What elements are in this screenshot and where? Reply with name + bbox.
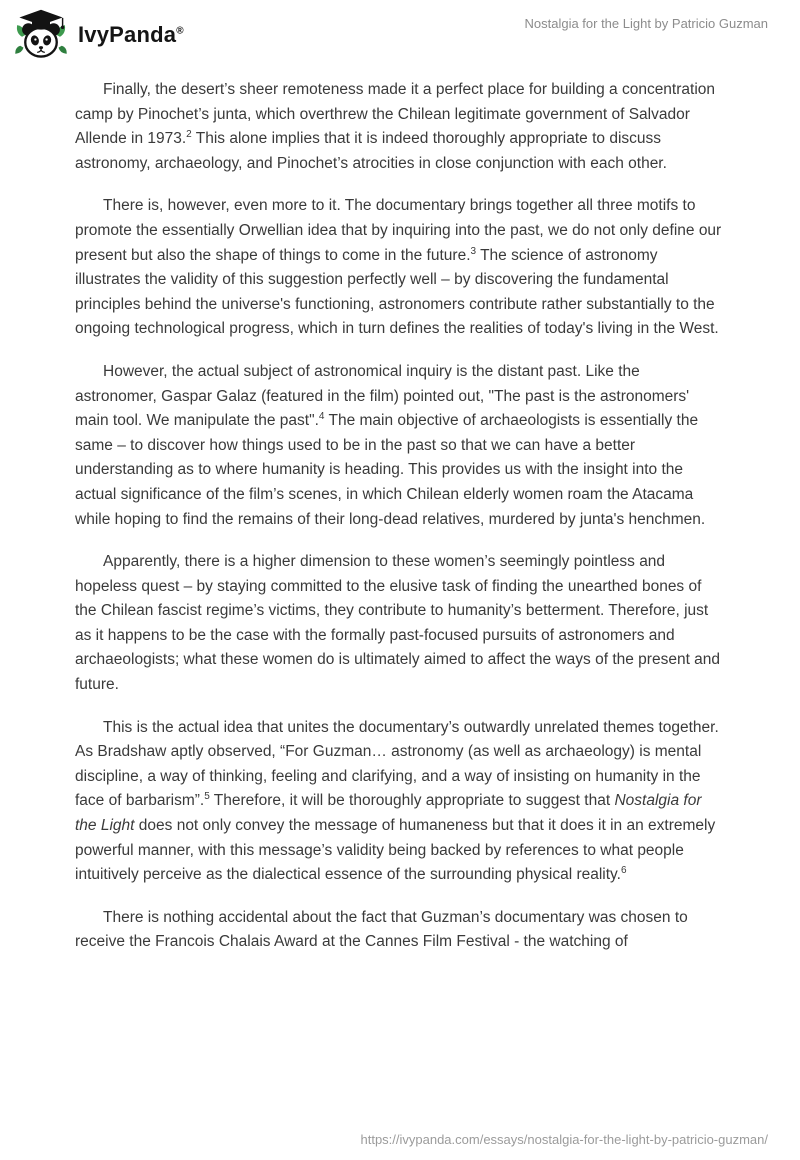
footnote-ref: 4 <box>318 410 325 422</box>
source-url: https://ivypanda.com/essays/nostalgia-for-the-light-by-patricio-guzman/ <box>360 1132 768 1147</box>
text-run: However, the actual subject of astronomical inquiry is the distant past. Like the astronomer, Gaspar Galaz (featured in the film) pointed out, "The past is the astronomers' main tool. We manipulate the past". <box>75 362 690 430</box>
paragraph <box>75 716 722 888</box>
footnote-ref: 5 <box>204 791 210 803</box>
brand-name: IvyPanda® <box>78 22 184 47</box>
footnote-ref: 6 <box>620 865 627 877</box>
paragraph <box>75 194 722 342</box>
paragraph <box>75 360 722 532</box>
text-run: Finally, the desert’s sheer remoteness made it a perfect place for building a concentration camp by Pinochet’s junta, which overthrew the Chilean legitimate government of Salvador Allende in 1973. <box>75 81 716 148</box>
text-run: This is the actual idea that unites the documentary’s outwardly unrelated themes together. As Bradshaw aptly observed, “For Guzman… astronomy (as well as archaeology) is mental discipline, a way of thinking, feeling and clarifying, and a way of insisting on humanity in the face of barbarism”. <box>75 718 719 810</box>
text-run: There is, however, even more to it. The documentary brings together all three motifs to promote the essentially Orwellian idea that by inquiring into the past, we do not only define our present but also the shape of things to come in the future. <box>75 197 722 264</box>
text-run: does not only convey the message of humaneness but that it does it in an extremely powerful manner, with this message’s validity being backed by references to what people intuitively perceive as the dialectical essence of the surrounding physical reality. <box>75 817 716 884</box>
film-title-italic: Nostalgia for the Light <box>75 792 702 835</box>
text-run: Apparently, there is a higher dimension to these women’s seemingly pointless and hopeless quest – by staying committed to the elusive task of finding the unearthed bones of the Chilean fascist regime’s victims, they contribute to humanity’s betterment. Therefore, just as it happens to be the case with the formally past-focused pursuits of astronomers and archaeologists; what these women do is ultimately aimed to affect the ways of the present and future. <box>75 553 721 694</box>
text-run: This alone implies that it is indeed thoroughly appropriate to discuss astronomy, archaeology, and Pinochet’s atrocities in close conjunction with each other. <box>75 130 667 172</box>
paragraph <box>75 78 722 176</box>
registered-mark: ® <box>176 25 184 37</box>
document-title: Nostalgia for the Light by Patricio Guzman <box>524 16 768 31</box>
footnote-ref: 3 <box>470 245 477 257</box>
text-run: The science of astronomy illustrates the validity of this suggestion perfectly well – by discovering the fundamental principles behind the universe's functioning, astronomers contribute rather substantially to the ongoing technological progress, which in turn defines the realities of today's living in the West. <box>75 246 719 338</box>
text-run: Therefore, it will be thoroughly appropriate to suggest that <box>209 792 615 810</box>
essay-body <box>0 63 800 955</box>
text-run: There is nothing accidental about the fact that Guzman’s documentary was chosen to receive the Francois Chalais Award at the Cannes Film Festival - the watching of <box>75 908 688 951</box>
footnote-ref: 2 <box>186 129 192 141</box>
paragraph <box>75 906 722 955</box>
paragraph <box>75 550 722 698</box>
page-header <box>0 0 800 63</box>
ivypanda-logo-icon <box>13 8 69 62</box>
text-run: The main objective of archaeologists is essentially the same – to discover how things used to be in the past so that we can have a better understanding as to where humanity is heading. This provides us with the insight into the actual significance of the film’s scenes, in which Chilean elderly women roam the Atacama while hoping to find the remains of their long-dead relatives, murdered by junta's henchmen. <box>75 412 706 528</box>
